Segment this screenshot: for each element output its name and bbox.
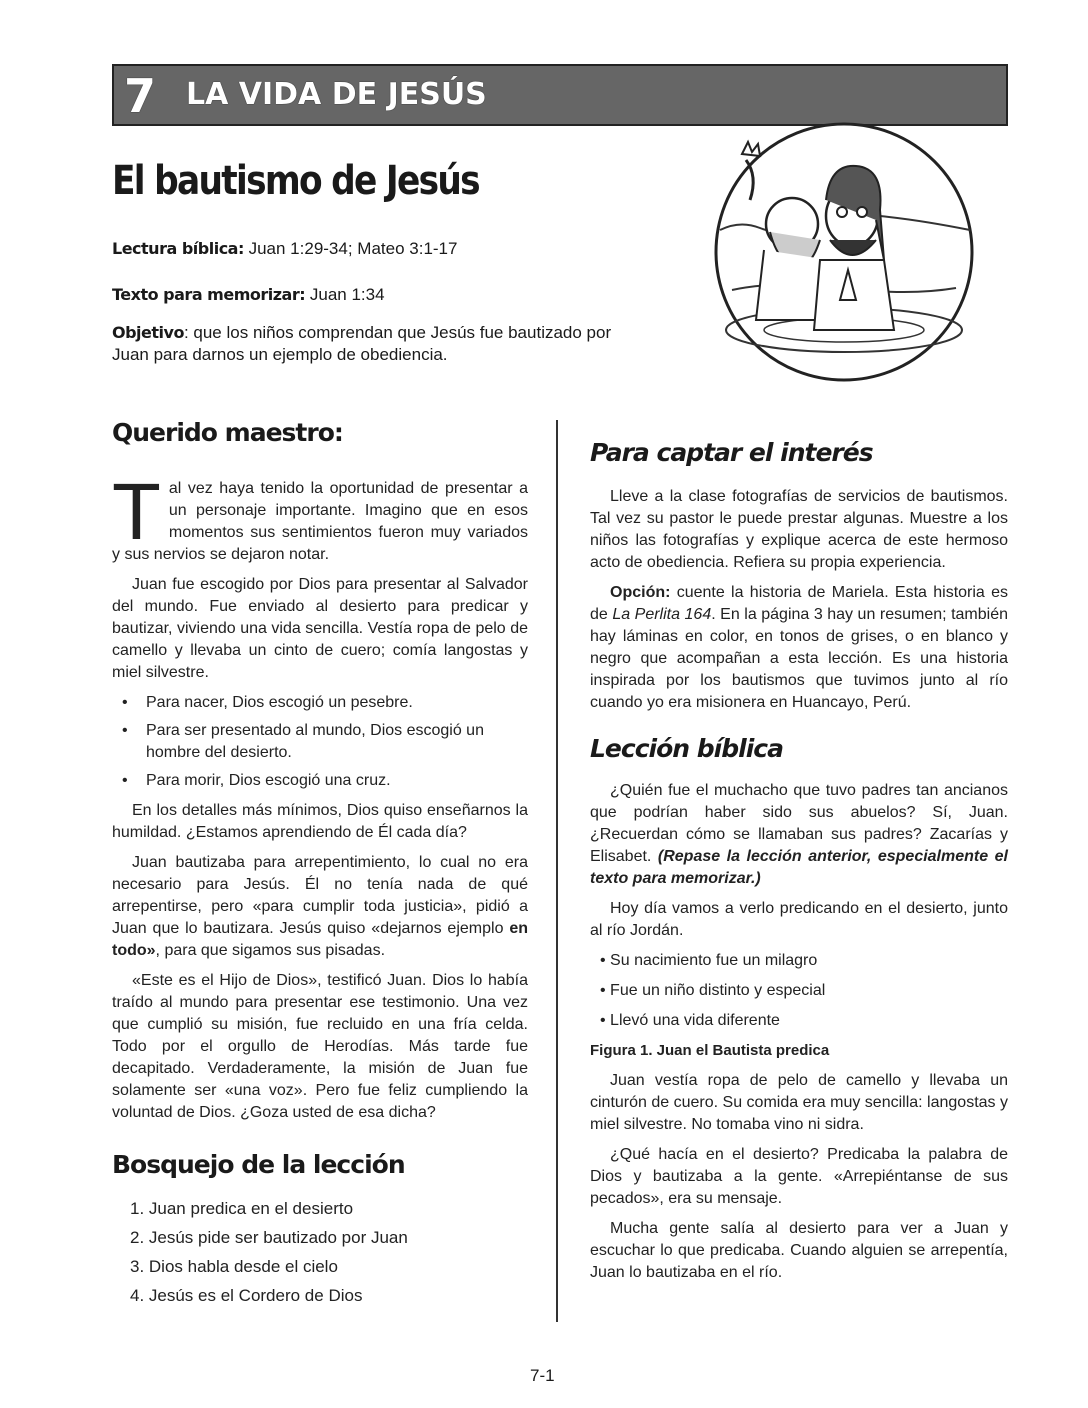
intro-paragraph	[112, 467, 528, 566]
option-label: Opción:	[610, 584, 671, 601]
drop-cap: T	[112, 467, 161, 556]
list-item: • Para nacer, Dios escogió un pesebre.	[122, 692, 528, 714]
bible-reading-value: Juan 1:29-34; Mateo 3:1-17	[243, 239, 458, 258]
intro-text: al vez haya tenido la oportunidad de presentar a un personaje importante. Imagino que en esos momentos sus sentimientos fueron muy variados y sus nervios se dejaron notar.	[112, 480, 528, 563]
memory-verse-value: Juan 1:34	[305, 285, 385, 304]
heading-querido-maestro: Querido maestro:	[112, 418, 343, 447]
paragraph: Hoy día vamos a verlo predicando en el desierto, junto al río Jordán.	[590, 900, 1008, 939]
bible-reading-label: Lectura bíblica:	[112, 239, 244, 258]
outline-item: 4. Jesús es el Cordero de Dios	[130, 1286, 363, 1305]
teacher-note: (Repase la lección anterior, especialmente el texto para memorizar.)	[590, 848, 1008, 887]
lesson-outline	[112, 1198, 528, 1307]
baptism-illustration	[680, 120, 1008, 385]
list-item: • Llevó una vida diferente	[600, 1012, 780, 1029]
paragraph	[590, 780, 1008, 890]
paragraph	[112, 852, 528, 962]
outline-item: 1. Juan predica en el desierto	[130, 1199, 354, 1218]
left-column	[112, 418, 528, 1314]
paragraph-text: . En la página 3 hay un resumen; también hay láminas en color, en tonos de grises, o en blanco y negro que acompañan a esta lección. Es una historia inspirada por los bautismos que tuvimos junto al río cuando yo era misionera en Huancayo, Perú.	[590, 606, 1009, 711]
right-column	[590, 438, 1009, 1292]
list-item: • Fue un niño distinto y especial	[600, 982, 826, 999]
memory-verse-label: Texto para memorizar:	[112, 285, 306, 304]
objective	[112, 322, 642, 366]
emphasis-text: en todo»	[112, 920, 528, 959]
paragraph: Juan vestía ropa de pelo de camello y llevaba un cinturón de cuero. Su comida era muy sencilla: langostas y miel silvestre. No tomaba vino ni sidra.	[590, 1072, 1008, 1133]
memory-verse	[112, 284, 652, 306]
objective-label: Objetivo	[112, 323, 184, 342]
paragraph: Juan fue escogido por Dios para presentar al Salvador del mundo. Fue enviado al desierto para predicar y bautizar, viviendo una vida sencilla. Vestía ropa de pelo de camello y llevaba un cinto de cuero; comía langostas y miel silvestre.	[112, 576, 528, 681]
outline-item: 3. Dios habla desde el cielo	[130, 1257, 338, 1276]
paragraph: ¿Qué hacía en el desierto? Predicaba la palabra de Dios y bautizaba a la gente. «Arrepiéntanse de sus pecados», era su mensaje.	[590, 1146, 1008, 1207]
paragraph: «Este es el Hijo de Dios», testificó Juan. Dios lo había traído al mundo para presentar ese testimonio. Una vez que cumplió su misión, fue recluido en una fría celda. Todo por el orgullo de Herodías. Más tarde fue decapitado. Verdaderamente, la misión de Juan fue solamente ser «una voz». Pero fue feliz cumpliendo la voluntad de Dios. ¿Goza usted de esa dicha?	[112, 972, 528, 1121]
heading-bosquejo: Bosquejo de la lección	[112, 1150, 405, 1179]
bible-reading	[112, 238, 652, 260]
heading-leccion-biblica: Lección bíblica	[590, 734, 783, 763]
contrast-list	[112, 692, 528, 792]
objective-value: : que los niños comprendan que Jesús fue bautizado por Juan para darnos un ejemplo de obediencia.	[112, 323, 612, 364]
john-facts-list	[590, 950, 1008, 1032]
paragraph-text: Juan bautizaba para arrepentimiento, lo cual no era necesario para Jesús. Él no tenía nada de qué arrepentirse, pero «para cumplir toda justicia», pidió a Juan que lo bautizara. Jesús quiso «dejarnos ejemplo	[112, 854, 528, 937]
list-item: • Para ser presentado al mundo, Dios escogió un hombre del desierto.	[122, 720, 528, 764]
paragraph: Lleve a la clase fotografías de servicios de bautismos. Tal vez su pastor le puede prestar algunas. Muestre a los niños las fotografías y explique acerca de este hermoso acto de obediencia. Refiera su propia experiencia.	[590, 488, 1008, 571]
heading-captar-interes: Para captar el interés	[590, 438, 873, 467]
outline-item: 2. Jesús pide ser bautizado por Juan	[130, 1228, 408, 1247]
page-number: 7-1	[530, 1366, 555, 1385]
paragraph-text: , para que sigamos sus pisadas.	[155, 942, 386, 959]
unit-title: LA VIDA DE JESÚS	[186, 77, 487, 112]
paragraph-text: ¿Quién fue el muchacho que tuvo padres tan ancianos que podrían haber sido sus abuelos? Sí, Juan. ¿Recuerdan cómo se llamaban sus padres? Zacarías y Elisabet.	[590, 782, 1008, 865]
figure-caption: Figura 1. Juan el Bautista predica	[590, 1042, 830, 1059]
paragraph-text: cuente la historia de Mariela. Esta historia es de	[590, 584, 1008, 623]
paragraph: Mucha gente salía al desierto para ver a Juan y escuchar lo que predicaba. Cuando alguien se arrepentía, Juan lo bautizaba en el río.	[590, 1220, 1008, 1281]
unit-banner	[112, 64, 1008, 126]
list-item: • Para morir, Dios escogió una cruz.	[122, 770, 528, 792]
list-item: • Su nacimiento fue un milagro	[600, 952, 818, 969]
lesson-title: El bautismo de Jesús	[112, 158, 479, 204]
unit-number: 7	[124, 69, 157, 123]
column-divider	[556, 420, 558, 1322]
paragraph	[590, 582, 1008, 714]
story-reference: La Perlita 164	[612, 606, 712, 623]
paragraph: En los detalles más mínimos, Dios quiso enseñarnos la humildad. ¿Estamos aprendiendo de Él cada día?	[112, 802, 528, 841]
